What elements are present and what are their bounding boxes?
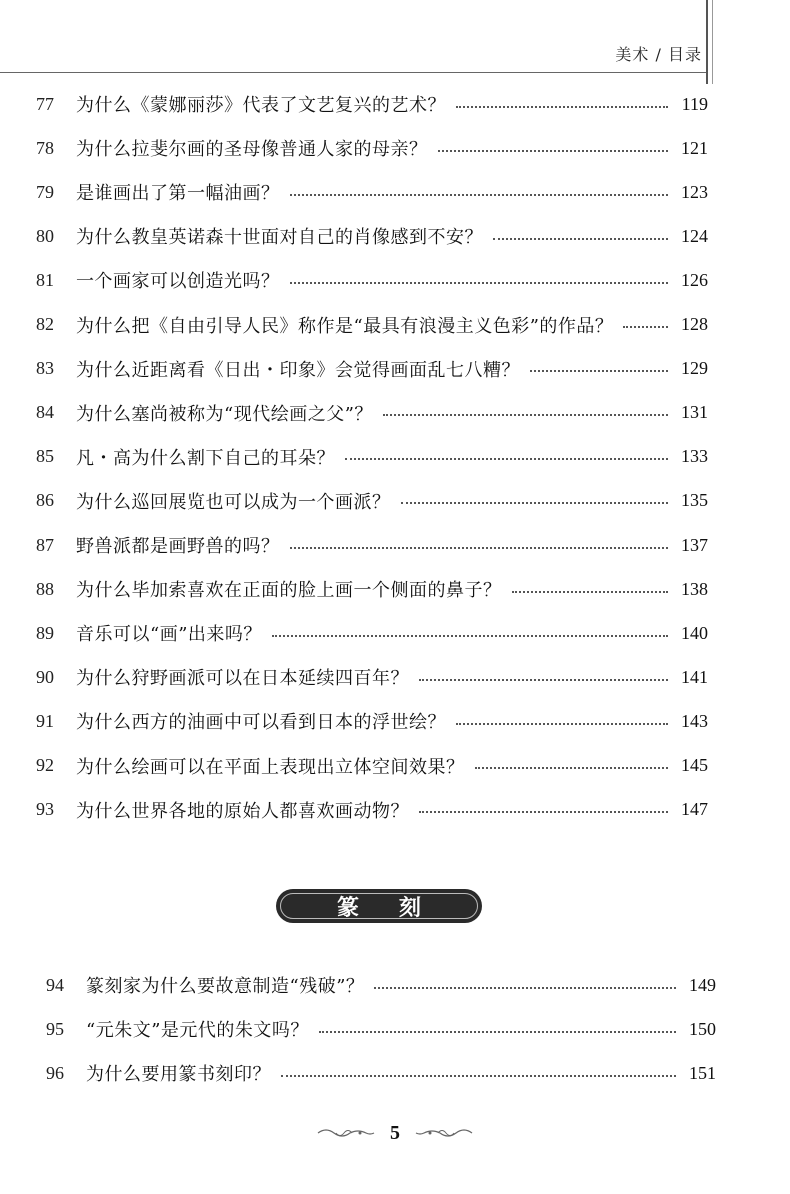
dot-leader <box>290 193 669 196</box>
toc-entry <box>36 706 708 736</box>
entry-page: 145 <box>681 755 708 775</box>
toc-entry <box>36 442 708 472</box>
entry-number: 85 <box>36 446 54 467</box>
running-header: 美术 / 目录 <box>615 45 702 64</box>
toc-entry <box>36 133 708 163</box>
entry-number: 93 <box>36 799 54 820</box>
toc-entry <box>36 354 708 384</box>
entry-title: 为什么西方的油画中可以看到日本的浮世绘？ <box>76 712 446 734</box>
entry-page: 138 <box>681 578 708 599</box>
entry-title: “元朱文”是元代的朱文吗？ <box>86 1020 309 1041</box>
dot-leader <box>272 634 668 637</box>
entry-title: 野兽派都是画野兽的吗？ <box>76 536 280 557</box>
entry-title: 为什么教皇英诺森十世面对自己的肖像感到不安？ <box>76 227 483 249</box>
dot-leader <box>419 810 668 813</box>
entry-page: 119 <box>681 93 708 114</box>
entry-page: 141 <box>681 666 708 687</box>
entry-number: 80 <box>36 225 54 246</box>
entry-title: 为什么世界各地的原始人都喜欢画动物？ <box>76 800 409 822</box>
section-banner <box>276 889 482 923</box>
entry-page: 143 <box>681 710 708 731</box>
entry-title: 篆刻家为什么要故意制造“残破”？ <box>86 976 365 997</box>
toc-entry <box>36 662 708 692</box>
entry-number: 86 <box>36 490 54 511</box>
dot-leader <box>493 237 668 240</box>
entry-title: 为什么毕加索喜欢在正面的脸上画一个侧面的鼻子？ <box>76 580 502 602</box>
entry-title: 一个画家可以创造光吗？ <box>76 271 280 293</box>
entry-page: 137 <box>681 534 708 555</box>
entry-page: 128 <box>681 314 708 334</box>
toc-entry <box>36 751 708 781</box>
section-title: 篆刻 <box>336 895 461 921</box>
dot-leader <box>438 149 669 152</box>
entry-number: 78 <box>36 137 54 158</box>
entry-title: 为什么狩野画派可以在日本延续四百年？ <box>76 668 409 690</box>
entry-number: 91 <box>36 710 54 731</box>
dot-leader <box>530 369 668 372</box>
entry-title: 为什么拉斐尔画的圣母像普通人家的母亲？ <box>76 139 428 161</box>
toc-entry <box>36 795 708 825</box>
toc-entry <box>36 530 708 560</box>
dot-leader <box>319 1030 676 1033</box>
entry-page: 123 <box>681 181 708 202</box>
entry-page: 121 <box>681 137 708 158</box>
toc-entry <box>46 1014 716 1044</box>
toc-entry <box>46 970 716 1000</box>
toc-entry <box>36 310 708 340</box>
toc-entry <box>36 398 708 428</box>
dot-leader <box>374 986 676 989</box>
toc-entry <box>36 574 708 604</box>
entry-number: 95 <box>46 1018 64 1039</box>
entry-number: 92 <box>36 755 54 775</box>
entry-page: 124 <box>681 225 708 246</box>
entry-number: 82 <box>36 314 54 334</box>
entry-number: 77 <box>36 93 54 114</box>
entry-page: 135 <box>681 490 708 511</box>
page-edge-line <box>706 0 708 84</box>
entry-title: 凡・高为什么割下自己的耳朵？ <box>76 447 335 469</box>
entry-page: 131 <box>681 402 708 423</box>
entry-number: 96 <box>46 1062 64 1083</box>
toc-entry <box>36 221 708 251</box>
toc-entry <box>46 1058 716 1088</box>
dot-leader <box>623 325 668 328</box>
entry-title: 为什么近距离看《日出・印象》会觉得画面乱七八糟？ <box>76 359 520 381</box>
entry-page: 140 <box>681 622 708 643</box>
page-number: 5 <box>390 1121 400 1144</box>
dot-leader <box>281 1074 676 1077</box>
entry-number: 83 <box>36 358 54 379</box>
dot-leader <box>512 590 669 593</box>
entry-number: 79 <box>36 181 54 202</box>
entry-title: 是谁画出了第一幅油画？ <box>76 183 280 205</box>
dot-leader <box>475 766 669 769</box>
toc-entry <box>36 89 708 119</box>
entry-title: 为什么把《自由引导人民》称作是“最具有浪漫主义色彩”的作品？ <box>76 315 614 337</box>
entry-number: 87 <box>36 534 54 555</box>
dot-leader <box>456 722 668 725</box>
entry-page: 147 <box>681 799 708 820</box>
entry-title: 为什么要用篆书刻印？ <box>86 1064 271 1085</box>
entry-number: 89 <box>36 622 54 643</box>
dot-leader <box>383 413 668 416</box>
entry-title: 为什么《蒙娜丽莎》代表了文艺复兴的艺术？ <box>76 95 446 116</box>
entry-page: 129 <box>681 358 708 379</box>
dot-leader <box>419 678 668 681</box>
toc-entry <box>36 265 708 295</box>
header-rule <box>0 72 706 73</box>
page-footer <box>0 1118 790 1148</box>
left-ornament-icon <box>316 1125 376 1141</box>
entry-number: 88 <box>36 578 54 599</box>
entry-title: 为什么绘画可以在平面上表现出立体空间效果？ <box>76 756 465 778</box>
dot-leader <box>290 546 669 549</box>
page-edge-line-thin <box>712 0 713 84</box>
entry-title: 为什么塞尚被称为“现代绘画之父”？ <box>76 403 373 425</box>
entry-page: 149 <box>689 974 716 995</box>
entry-title: 为什么巡回展览也可以成为一个画派？ <box>76 491 391 513</box>
toc-entry <box>36 177 708 207</box>
right-ornament-icon <box>414 1125 474 1141</box>
entry-title: 音乐可以“画”出来吗？ <box>76 624 262 646</box>
entry-page: 126 <box>681 269 708 290</box>
entry-number: 90 <box>36 666 54 687</box>
entry-page: 133 <box>681 446 708 467</box>
dot-leader <box>456 105 668 108</box>
entry-number: 94 <box>46 974 64 995</box>
entry-number: 84 <box>36 402 54 423</box>
entry-number: 81 <box>36 269 54 290</box>
entry-page: 151 <box>689 1062 716 1083</box>
dot-leader <box>290 281 669 284</box>
entry-page: 150 <box>689 1018 716 1039</box>
dot-leader <box>401 501 669 504</box>
toc-entry <box>36 618 708 648</box>
dot-leader <box>345 457 668 460</box>
toc-entry <box>36 486 708 516</box>
